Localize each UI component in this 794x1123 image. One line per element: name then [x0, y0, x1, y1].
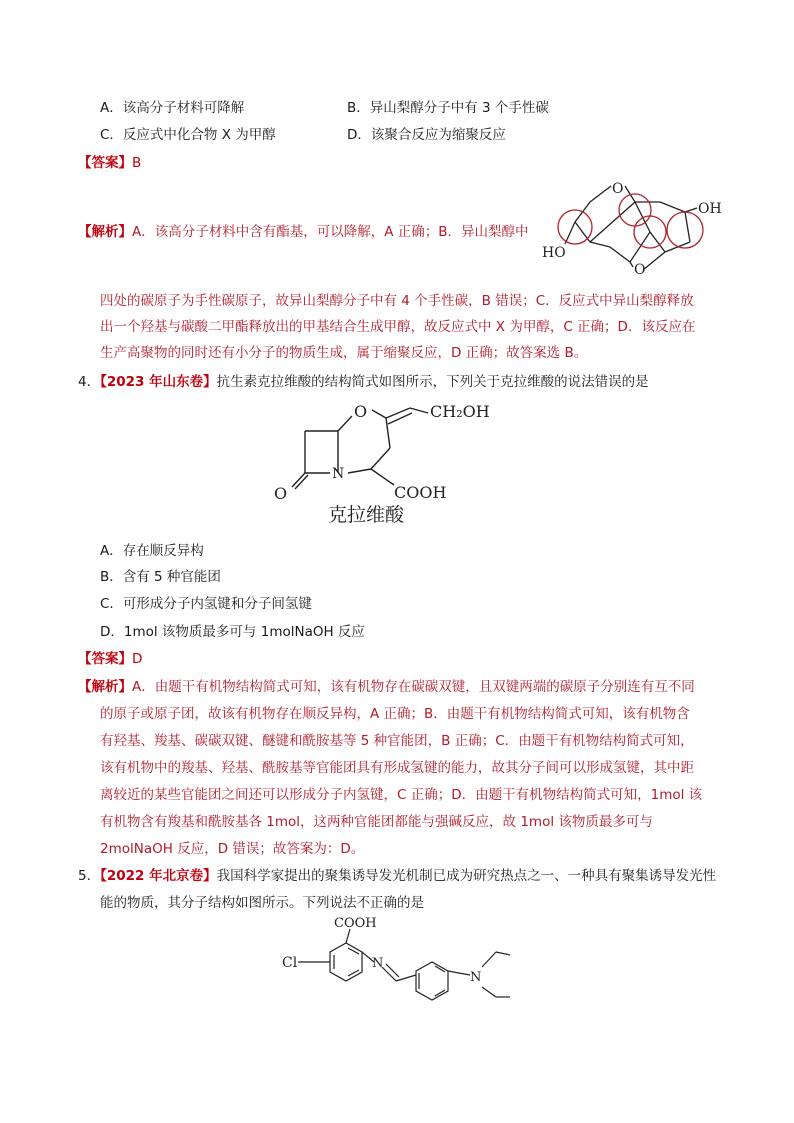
- analysis-text: A．该高分子材料中含有酯基，可以降解，A 正确；B．异山梨醇中: [132, 224, 529, 240]
- question-text: 我国科学家提出的聚集诱导发光机制已成为研究热点之一、一种具有聚集诱导发光性: [216, 868, 717, 884]
- cl-label: Cl: [282, 955, 298, 971]
- analysis-line: 生产高聚物的同时还有小分子的物质生成，属于缩聚反应，D 正确；故答案选 B。: [100, 345, 588, 361]
- answer-line: [78, 647, 142, 667]
- option-b: B．异山梨醇分子中有 3 个手性碳: [347, 100, 549, 116]
- answer-value: D: [132, 651, 143, 667]
- question-5-stem: [78, 864, 716, 884]
- analysis-line: 该有机物中的羧基、羟基、酰胺基等官能团具有形成氢键的能力，故其分子间可以形成氢键，其中距: [100, 760, 694, 776]
- answer-line: [78, 151, 141, 171]
- question-source: 【2023 年山东卷】: [100, 374, 217, 390]
- ch2oh-label: CH₂OH: [430, 402, 490, 421]
- n-imine-label: N: [372, 956, 384, 971]
- question-source: 【2022 年北京卷】: [100, 868, 217, 884]
- question-text: 能的物质，其分子结构如图所示。下列说法不正确的是: [100, 895, 424, 911]
- analysis-line: 四处的碳原子为手性碳原子，故异山梨醇分子中有 4 个手性碳，B 错误；C．反应式中异山梨醇释放: [100, 293, 694, 309]
- analysis-text: A．由题干有机物结构简式可知，该有机物存在碳碳双键，且双键两端的碳原子分别连有互不同: [132, 679, 695, 695]
- analysis-line: 有机物含有羧基和酰胺基各 1mol，这两种官能团都能与强碱反应，故 1mol 该物质最多可与: [100, 814, 653, 830]
- n-amine-label: N: [470, 970, 482, 985]
- cooh-label: COOH: [334, 916, 377, 931]
- question-4-stem: [78, 370, 649, 390]
- analysis-line: 离较近的某些官能团之间还可以形成分子内氢键，C 正确；D．由题干有机物结构简式可知，1mol 该: [100, 787, 703, 803]
- answer-tag: 【答案】: [78, 651, 132, 667]
- structure-caption: 克拉维酸: [328, 504, 405, 526]
- chiral-circle: [558, 210, 592, 244]
- answer-value: B: [132, 155, 142, 171]
- option-d: D．该聚合反应为缩聚反应: [347, 127, 506, 143]
- cooh-label: COOH: [394, 483, 447, 502]
- question-text: 抗生素克拉维酸的结构简式如图所示，下列关于克拉维酸的说法错误的是: [216, 374, 649, 390]
- o-carbonyl-label: O: [274, 484, 288, 503]
- analysis-tag: 【解析】: [78, 224, 132, 240]
- option-d: D．1mol 该物质最多可与 1molNaOH 反应: [100, 624, 365, 640]
- analysis-line: 的原子或原子团，故该有机物存在顺反异构，A 正确；B．由题干有机物结构简式可知，该有机物含: [100, 706, 690, 722]
- analysis-line: 有羟基、羧基、碳碳双键、醚键和酰胺基等 5 种官能团，B 正确；C．由题干有机物结构简式可知，: [100, 733, 694, 749]
- analysis-line: 出一个羟基与碳酸二甲酯释放出的甲基结合生成甲醇，故反应式中 X 为甲醇，C 正确；D．该反应在: [100, 319, 696, 335]
- option-c: C．可形成分子内氢键和分子间氢键: [100, 596, 312, 612]
- chiral-circle: [667, 212, 703, 248]
- o-ring-label: O: [354, 402, 368, 421]
- oh-label: OH: [698, 201, 722, 217]
- ho-label: HO: [542, 245, 566, 261]
- o-atom-bottom: O: [634, 262, 646, 278]
- question-number: 4．: [78, 374, 101, 390]
- analysis-first-line: [78, 675, 695, 695]
- analysis-first-line: [78, 220, 529, 240]
- o-atom-top: O: [612, 181, 624, 197]
- chiral-circle: [619, 194, 651, 226]
- analysis-line: 2molNaOH 反应，D 错误；故答案为：D。: [100, 841, 365, 857]
- option-a: A．该高分子材料可降解: [100, 100, 245, 116]
- isosorbide-structure: [535, 172, 725, 282]
- option-c: C．反应式中化合物 X 为甲醇: [100, 127, 276, 143]
- n-atom-label: N: [332, 466, 345, 482]
- q5-molecule-structure: [278, 915, 548, 1010]
- question-number: 5．: [78, 868, 101, 884]
- option-b: B．含有 5 种官能团: [100, 569, 221, 585]
- answer-tag: 【答案】: [78, 155, 132, 171]
- analysis-tag: 【解析】: [78, 679, 132, 695]
- option-a: A．存在顺反异构: [100, 543, 204, 559]
